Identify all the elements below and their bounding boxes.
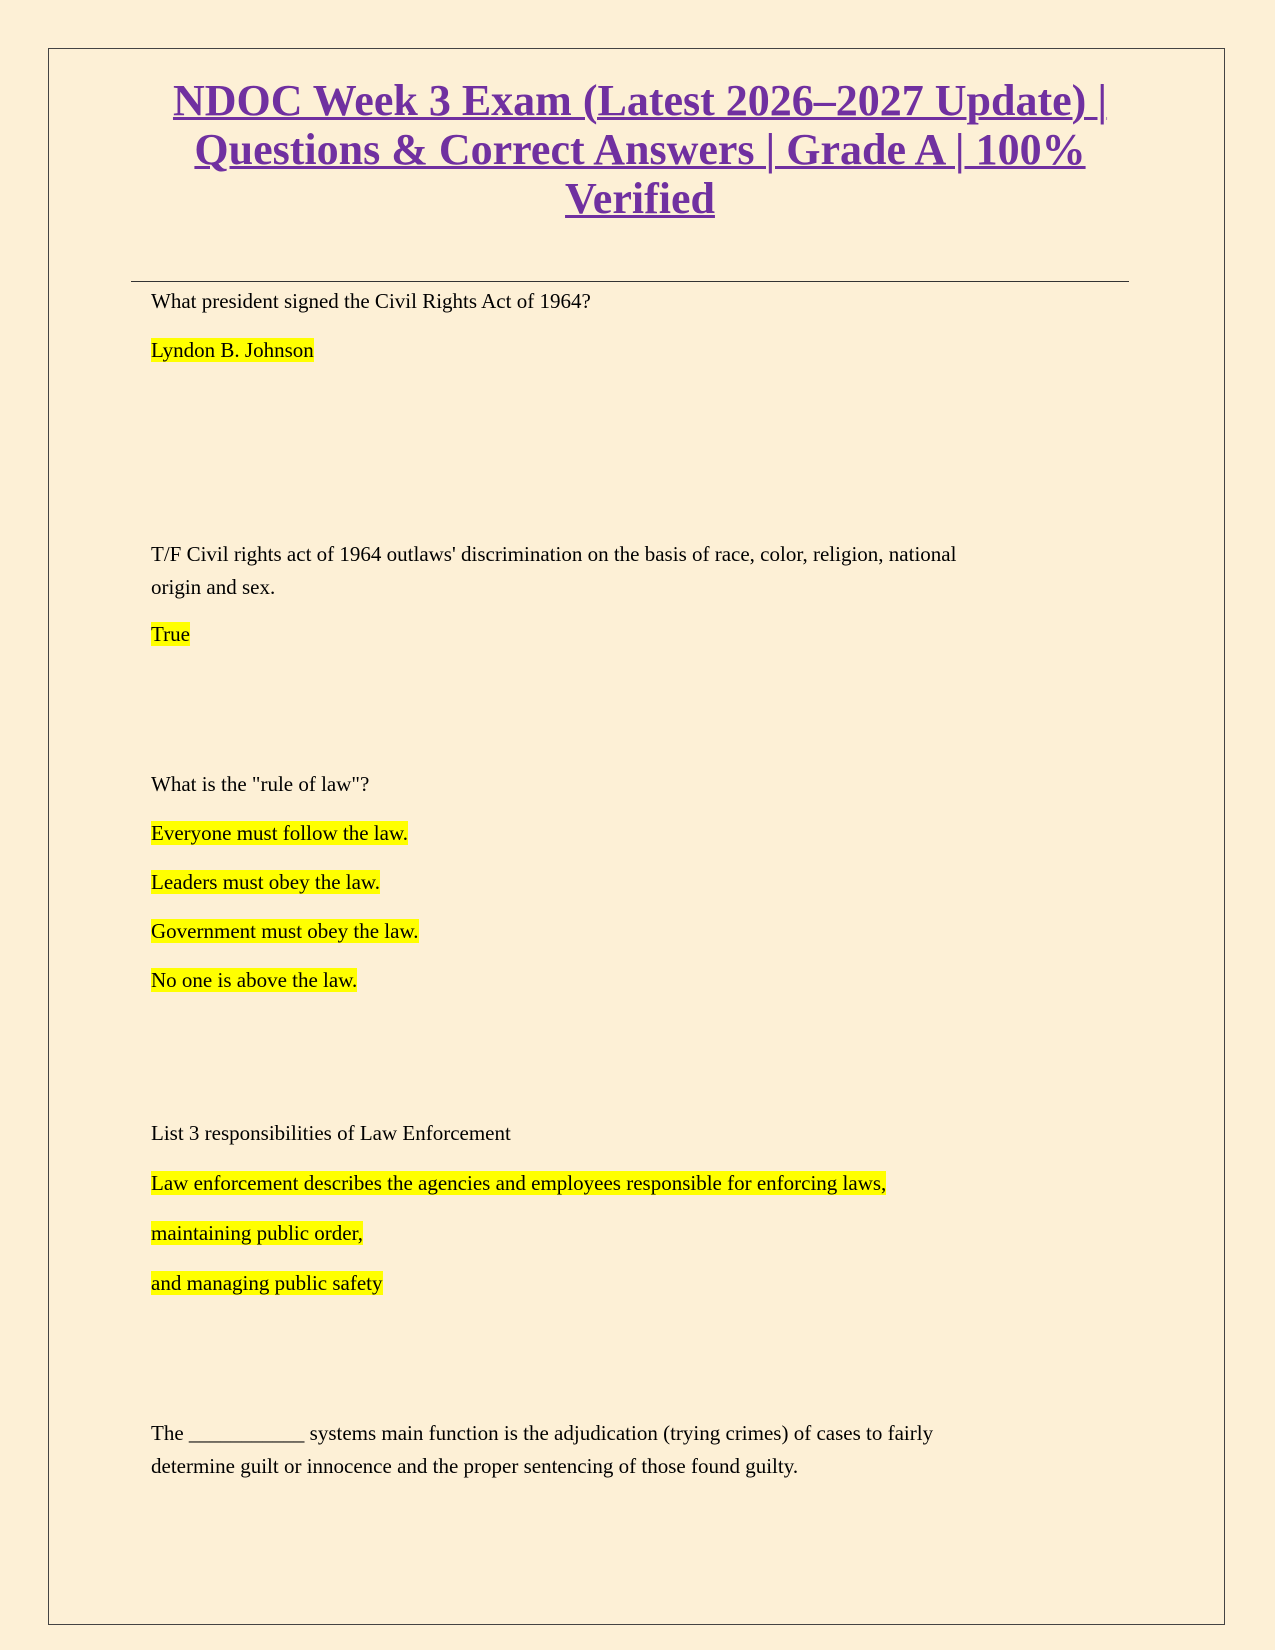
question-5-line-2: determine guilt or innocence and the proper sentencing of those found guilty. [151,1454,799,1478]
question-1: What president signed the Civil Rights Act of 1964? [151,289,591,313]
question-2-line-1: T/F Civil rights act of 1964 outlaws' discrimination on the basis of race, color, religion, national [151,542,957,566]
answer-3-3: Government must obey the law. [151,919,419,943]
answer-3-2: Leaders must obey the law. [151,870,380,894]
document-title: NDOC Week 3 Exam (Latest 2026–2027 Update) | Questions & Correct Answers | Grade A | 100% Verified [172,76,1108,223]
divider [131,281,1129,282]
answer-4-2: maintaining public order, [151,1221,364,1245]
answer-3-4: No one is above the law. [151,968,358,992]
answer-4-1: Law enforcement describes the agencies and employees responsible for enforcing laws, [151,1171,887,1195]
answer-3-1: Everyone must follow the law. [151,821,408,845]
answer-4-3: and managing public safety [151,1271,383,1295]
question-4: List 3 responsibilities of Law Enforcement [151,1121,511,1145]
answer-2: True [151,622,190,646]
question-2-line-2: origin and sex. [151,575,276,599]
question-3: What is the "rule of law"? [151,772,370,796]
answer-1: Lyndon B. Johnson [151,338,314,362]
question-5-line-1: The ___________ systems main function is the adjudication (trying crimes) of cases to fairly [151,1421,934,1445]
